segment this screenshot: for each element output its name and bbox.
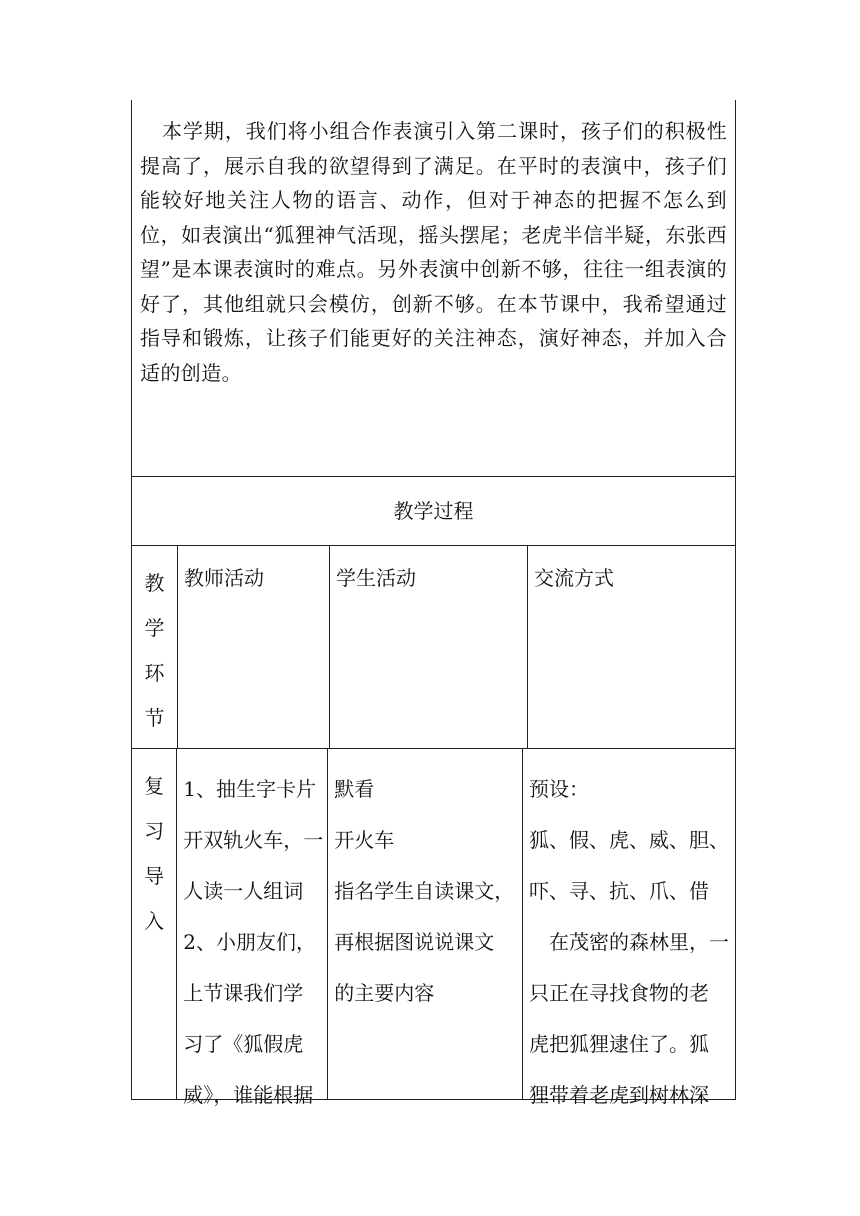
teacher-activity-cell: 1、抽生字卡片 开双轨火车，一 人读一人组词 2、小朋友们， 上节课我们学 习了《狐假虎 威》，谁能根据 — [177, 748, 328, 1099]
table-row — [131, 748, 736, 1107]
exchange-method-cell: 预设： 狐、假、虎、威、胆、 吓、寻、抗、爪、借 在茂密的森林里，一 只正在寻找食物的老 虎把狐狸逮住了。狐 狸带着老虎到树林深 — [529, 777, 729, 1107]
header-stage: 教 学 环 节 — [132, 545, 178, 748]
header-teacher-activity: 教师活动 — [178, 545, 330, 748]
stage-cell: 复 习 导 入 — [132, 748, 177, 1099]
header-student-activity: 学生活动 — [330, 545, 528, 748]
student-activity-cell: 默看 开火车 指名学生自读课文， 再根据图说说课文 的主要内容 — [328, 748, 523, 1099]
intro-cell — [131, 100, 736, 477]
section-title: 教学过程 — [131, 476, 736, 546]
table-header-row — [131, 545, 736, 749]
header-exchange-method: 交流方式 — [534, 566, 614, 590]
intro-paragraph: 本学期，我们将小组合作表演引入第二课时，孩子们的积极性提高了，展示自我的欲望得到了满足。在平时的表演中，孩子们能较好地关注人物的语言、动作，但对于神态的把握不怎么到位，如表演出“狐狸神气活现，摇头摆尾；老虎半信半疑，东张西望”是本课表演时的难点。另外表演中创新不够，往往一组表演的好了，其他组就只会模仿，创新不够。在本节课中，我希望通过指导和锻炼，让孩子们能更好的关注神态，演好神态，并加入合适的创造。 — [140, 119, 727, 385]
